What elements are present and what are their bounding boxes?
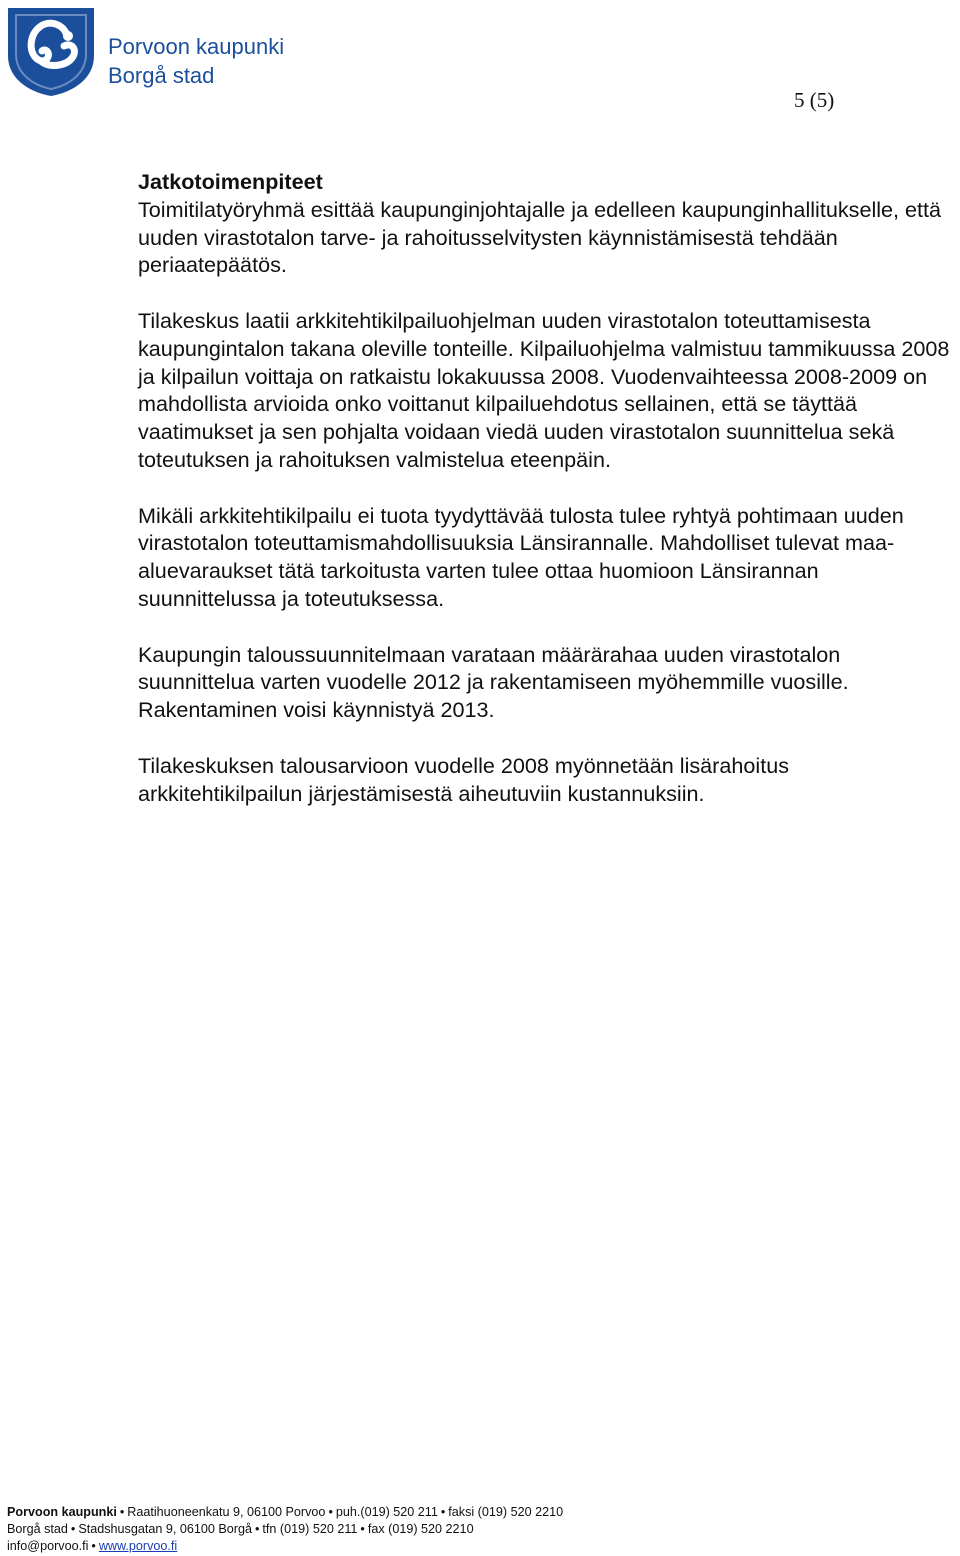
org-name-swedish: Borgå stad <box>108 63 215 88</box>
footer-org-sv: Borgå stad <box>7 1522 68 1536</box>
footer-org-fi: Porvoon kaupunki <box>7 1505 117 1519</box>
page-footer <box>7 1504 563 1555</box>
footer-separator: • <box>360 1522 365 1536</box>
porvoo-coat-of-arms-icon <box>6 6 96 98</box>
organization-name <box>108 32 284 90</box>
paragraph: Tilakeskus laatii arkkitehtikilpailuohjelman uuden virastotalon toteuttamisesta kaupungintalon takana oleville tonteille. Kilpailuohjelma valmistuu tammikuussa 2008 ja kilpailun voittaja on ratkaistu lokakuussa 2008. Vuodenvaihteessa 2008-2009 on mahdollista arvioida onko voittanut kilpailuehdotus sellainen, että se täyttää vaatimukset ja sen pohjalta voidaan viedä uuden virastotalon suunnittelua sekä toteutuksen ja rahoituksen valmistelua eteenpäin. <box>138 307 950 472</box>
footer-line-swedish <box>7 1521 563 1538</box>
footer-separator: • <box>91 1539 96 1553</box>
footer-separator: • <box>440 1505 446 1519</box>
footer-phone-sv: tfn (019) 520 211 <box>262 1522 358 1536</box>
footer-separator: • <box>255 1522 260 1536</box>
paragraph: Mikäli arkkitehtikilpailu ei tuota tyydyttävää tulosta tulee ryhtyä pohtimaan uuden virastotalon toteuttamismahdollisuuksia Länsirannalle. Mahdolliset tulevat maa-aluevaraukset tätä tarkoitusta varten tulee ottaa huomioon Länsirannan suunnittelussa ja toteutuksessa. <box>138 502 904 611</box>
footer-line-contact <box>7 1538 563 1555</box>
footer-email: info@porvoo.fi <box>7 1539 89 1553</box>
footer-phone-fi: puh.(019) 520 211 <box>335 1505 438 1519</box>
footer-address-fi: Raatihuoneenkatu 9, 06100 Porvoo <box>127 1505 326 1519</box>
paragraph: Kaupungin taloussuunnitelmaan varataan määrärahaa uuden virastotalon suunnittelua varten vuodelle 2012 ja rakentamiseen myöhemmille vuosille. Rakentaminen voisi käynnistyä 2013. <box>138 641 849 723</box>
footer-fax-fi: faksi (019) 520 2210 <box>448 1505 564 1519</box>
footer-separator: • <box>328 1505 333 1519</box>
paragraph: Tilakeskuksen talousarvioon vuodelle 2008 myönnetään lisärahoitus arkkitehtikilpailun järjestämisestä aiheutuviin kustannuksiin. <box>138 752 790 806</box>
document-body <box>138 168 958 835</box>
paragraph: Toimitilatyöryhmä esittää kaupunginjohtajalle ja edelleen kaupunginhallitukselle, että uuden virastotalon tarve- ja rahoitusselvitysten käynnistämisestä tehdään periaatepäätös. <box>138 196 942 278</box>
footer-address-sv: Stadshusgatan 9, 06100 Borgå <box>78 1522 252 1536</box>
footer-fax-sv: fax (019) 520 2210 <box>367 1522 474 1536</box>
org-name-finnish: Porvoon kaupunki <box>108 34 285 59</box>
page-number: 5 (5) <box>794 88 835 112</box>
section-heading: Jatkotoimenpiteet <box>138 169 323 194</box>
footer-line-finnish <box>7 1504 563 1521</box>
footer-website-link[interactable]: www.porvoo.fi <box>98 1539 178 1553</box>
footer-separator: • <box>119 1505 125 1519</box>
footer-separator: • <box>70 1522 76 1536</box>
